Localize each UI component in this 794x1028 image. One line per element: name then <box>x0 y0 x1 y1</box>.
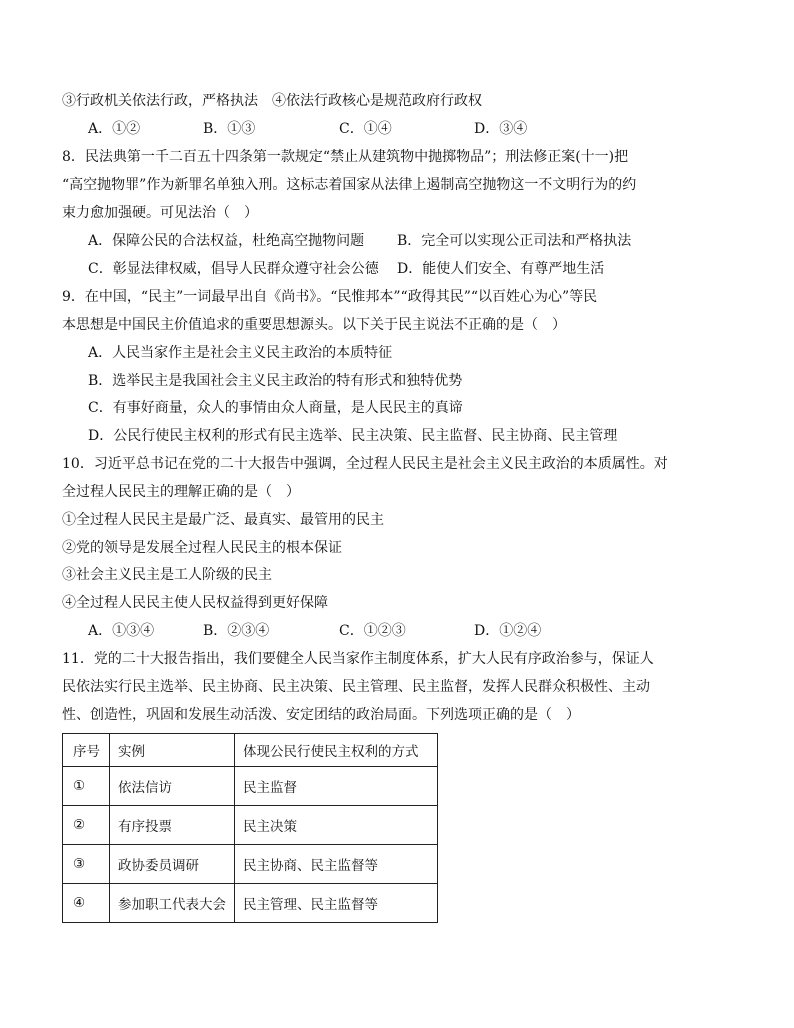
q10-option-a: A．①③④ <box>88 623 155 639</box>
q11-stem-line: 民依法实行民主选举、民主协商、民主决策、民主管理、民主监督，发挥人民群众积极性、主动 <box>62 679 650 695</box>
q10-statement: ③社会主义民主是工人阶级的民主 <box>62 567 272 583</box>
q8-option-c: C．彰显法律权威，倡导人民群众遵守社会公德 <box>88 261 379 277</box>
q8-stem-line: 束力愈加强硬。可见法治（ ） <box>62 205 258 221</box>
table-row <box>63 845 438 884</box>
q8-option-b: B．完全可以实现公正司法和严格执法 <box>397 233 632 249</box>
q10-stem-line: 全过程人民民主的理解正确的是（ ） <box>62 484 300 500</box>
table-row <box>63 767 438 806</box>
q10-statement: ②党的领导是发展全过程人民民主的根本保证 <box>62 540 342 556</box>
cell-index: ③ <box>63 845 110 884</box>
q10-stem-line: 10．习近平总书记在党的二十大报告中强调，全过程人民民主是社会主义民主政治的本质属性。对 <box>62 456 668 472</box>
q9-stem-line: 本思想是中国民主价值追求的重要思想源头。以下关于民主说法不正确的是（ ） <box>62 317 566 333</box>
q10-option-d: D．①②④ <box>474 623 542 639</box>
q8-stem-line: “高空抛物罪”作为新罪名单独入刑。这标志着国家从法律上遏制高空抛物这一不文明行为的约 <box>62 177 637 193</box>
q8-stem-line: 8．民法典第一千二百五十四条第一款规定“禁止从建筑物中抛掷物品”；刑法修正案(十一)把 <box>62 149 629 165</box>
q11-table <box>62 733 438 923</box>
table-row <box>63 884 438 923</box>
cell-index: ④ <box>63 884 110 923</box>
cell-example: 参加职工代表大会 <box>110 884 235 923</box>
q8-option-d: D．能使人们安全、有尊严地生活 <box>397 261 605 277</box>
cell-index: ② <box>63 806 110 845</box>
q11-stem-line: 11．党的二十大报告指出，我们要健全人民当家作主制度体系，扩大人民有序政治参与，保证人 <box>62 651 654 667</box>
q10-option-c: C．①②③ <box>339 623 406 639</box>
q9-option-b: B．选举民主是我国社会主义民主政治的特有形式和独特优势 <box>88 373 463 389</box>
table-row <box>63 806 438 845</box>
table-header-row <box>63 734 438 767</box>
q9-option-a: A．人民当家作主是社会主义民主政治的本质特征 <box>88 345 393 361</box>
cell-example: 依法信访 <box>110 767 235 806</box>
header-cell-index: 序号 <box>63 734 110 767</box>
q11-stem-line: 性、创造性，巩固和发展生动活泼、安定团结的政治局面。下列选项正确的是（ ） <box>62 707 580 723</box>
q10-option-b: B．②③④ <box>203 623 270 639</box>
q7-option-b: B．①③ <box>203 121 256 137</box>
q7-option-d: D．③④ <box>474 121 528 137</box>
q9-stem-line: 9．在中国，“民主”一词最早出自《尚书》。“民惟邦本”“政得其民”“以百姓心为心”等民 <box>62 289 598 305</box>
q8-option-a: A．保障公民的合法权益，杜绝高空抛物问题 <box>88 233 365 249</box>
cell-method: 民主决策 <box>235 806 438 845</box>
cell-method: 民主监督 <box>235 767 438 806</box>
q10-statement: ①全过程人民民主是最广泛、最真实、最管用的民主 <box>62 512 384 528</box>
q10-statement: ④全过程人民民主使人民权益得到更好保障 <box>62 595 328 611</box>
q7-option-a: A．①② <box>88 121 141 137</box>
cell-index: ① <box>63 767 110 806</box>
q9-option-c: C．有事好商量，众人的事情由众人商量，是人民民主的真谛 <box>88 400 463 416</box>
q7-option-c: C．①④ <box>339 121 392 137</box>
q7-statement-line: ③行政机关依法行政，严格执法 ④依法行政核心是规范政府行政权 <box>62 93 482 109</box>
header-cell-method: 体现公民行使民主权利的方式 <box>235 734 438 767</box>
cell-example: 政协委员调研 <box>110 845 235 884</box>
cell-method: 民主管理、民主监督等 <box>235 884 438 923</box>
cell-example: 有序投票 <box>110 806 235 845</box>
q9-option-d: D．公民行使民主权利的形式有民主选举、民主决策、民主监督、民主协商、民主管理 <box>88 428 618 444</box>
cell-method: 民主协商、民主监督等 <box>235 845 438 884</box>
header-cell-example: 实例 <box>110 734 235 767</box>
